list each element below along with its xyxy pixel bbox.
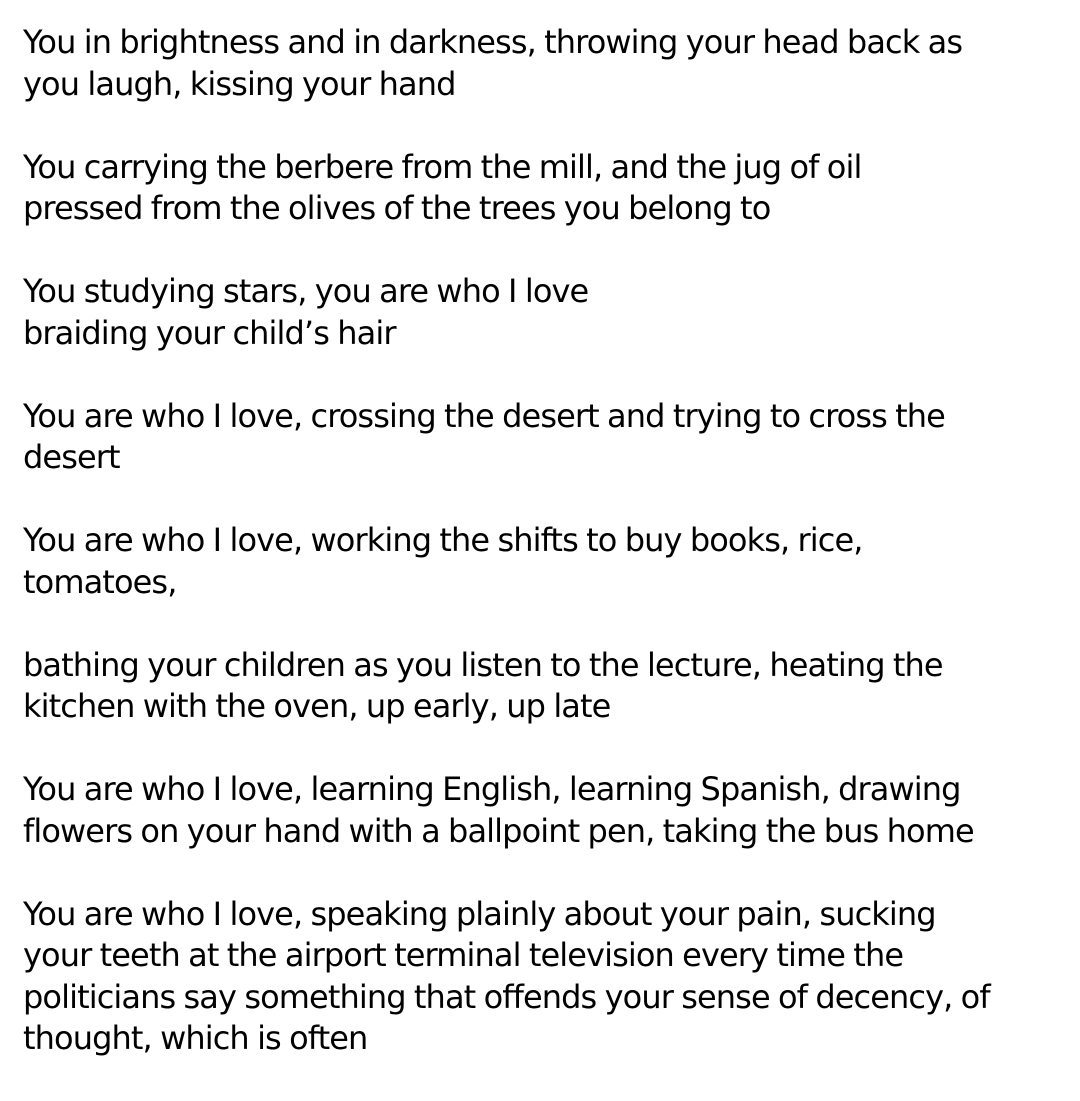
stanza-4: [23, 396, 1068, 479]
poem-line: you laugh, kissing your hand: [23, 64, 456, 103]
stanza-5: [23, 520, 1068, 603]
poem-line: politicians say something that offends your sense of decency, of: [23, 977, 990, 1016]
poem-text: [23, 22, 1068, 1101]
poem-line: braiding your child’s hair: [23, 313, 396, 352]
poem-line: You are who I love, speaking plainly about your pain, sucking: [23, 894, 936, 933]
poem-line: You carrying the berbere from the mill, and the jug of oil: [23, 147, 862, 186]
poem-line: bathing your children as you listen to the lecture, heating the: [23, 645, 943, 684]
poem-line: thought, which is often: [23, 1019, 368, 1057]
stanza-3: [23, 271, 1068, 354]
stanza-1: [23, 22, 1068, 105]
poem-line: You are who I love, working the shifts to buy books, rice,: [23, 521, 863, 559]
poem-line: You are who I love, learning English, learning Spanish, drawing: [23, 770, 961, 808]
poem-line: pressed from the olives of the trees you belong to: [23, 189, 771, 227]
poem-line: desert: [23, 438, 120, 476]
poem-line: tomatoes,: [23, 562, 177, 601]
poem-line: You in brightness and in darkness, throwing your head back as: [23, 23, 963, 61]
stanza-2: [23, 147, 1068, 230]
poem-line: You studying stars, you are who I love: [23, 272, 589, 310]
poem-line: your teeth at the airport terminal television every time the: [23, 936, 904, 974]
poem-line: flowers on your hand with a ballpoint pen, taking the bus home: [23, 811, 974, 850]
stanza-8: [23, 894, 1068, 1060]
stanza-6: [23, 645, 1068, 728]
poem-line: kitchen with the oven, up early, up late: [23, 687, 611, 725]
stanza-7: [23, 769, 1068, 852]
poem-line: You are who I love, crossing the desert and trying to cross the: [23, 396, 945, 435]
